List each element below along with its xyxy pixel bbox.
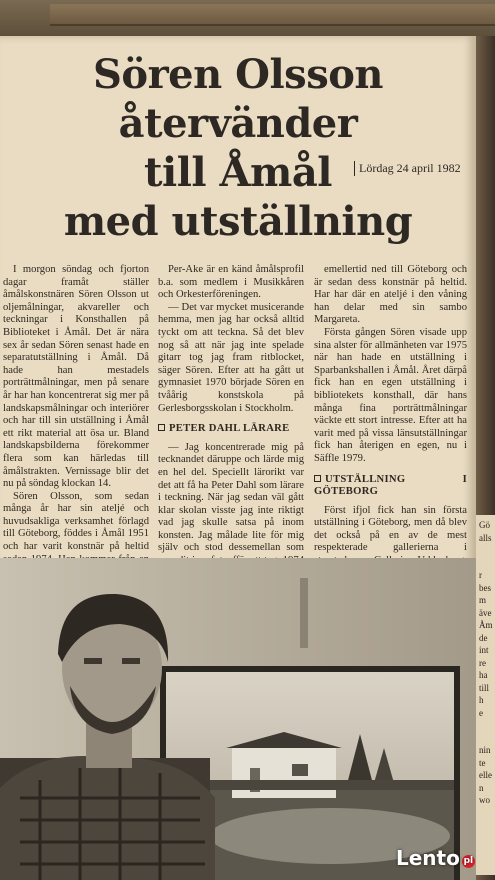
neighbor-text-fragment: r bbox=[479, 570, 482, 580]
neighbor-text-fragment: e bbox=[479, 707, 483, 718]
paragraph: I morgon söndag och fjorton dagar framåt ställer åmålskonstnären Sören Olsson ut oljemålningar, akvareller och teckningar i Konsthallen på Biblioteket i Åmål. Det är nära sex år sedan Sören senast hade en separatutställning i Åmål. Då hade han mestadels porträttmålningar, men på senare år har han koncentrerat sig mer på landskapsmålningar och interiörer och har till sin utställning i Åmål ett rikt material att ösa ur. Bland landskapsbilderna förekommer flera som kan härledas till åmålstrakten. Vernissage blir det nu på söndag klockan 14. bbox=[3, 264, 149, 490]
subheading-peter-dahl bbox=[158, 423, 304, 436]
neighbor-text-fragment: m bbox=[479, 595, 487, 605]
article-photo bbox=[0, 558, 476, 880]
headline-line-1: Sören Olsson bbox=[93, 51, 383, 98]
photo-artist-with-painting bbox=[0, 558, 476, 880]
article-column-2 bbox=[158, 264, 304, 580]
subheading-text: PETER DAHL LÄRARE bbox=[169, 423, 290, 435]
subheading-goteborg bbox=[314, 474, 467, 499]
paragraph: Per-Ake är en känd åmålsprofil b.a. som medlem i Musikkåren och Orkesterföreningen. bbox=[158, 264, 304, 301]
neighbor-text-fragment: wo bbox=[479, 795, 490, 805]
neighbor-clipping-fragment bbox=[476, 515, 495, 875]
square-bullet-icon bbox=[314, 475, 321, 482]
subheading-text: UTSTÄLLNING I GÖTEBORG bbox=[314, 473, 467, 498]
square-bullet-icon bbox=[158, 424, 165, 431]
neighbor-text-fragment: h bbox=[479, 695, 484, 705]
paragraph: — Jag koncentrerade mig på tecknandet däruppe och lärde mig en hel del. Speciellt lärorikt var det att få ha Peter Dahl som lärare i teckning. När jag sedan väl gått klar skolan visste jag inte riktigt vad jag skulle satsa på inom konsten. Jag målade lite för mig själv och stod dessemellan som bbox=[158, 441, 304, 554]
article-column-3 bbox=[314, 264, 467, 593]
headline bbox=[18, 50, 458, 246]
paragraph: Först ifjol fick han sin första utställning i Göteborg, men då blev det också på en av de mest respekterade gallerierna i bbox=[314, 504, 467, 554]
neighbor-text-fragment: bes bbox=[479, 582, 491, 593]
watermark-brand: Lento bbox=[396, 846, 460, 870]
article-column-1 bbox=[3, 264, 149, 579]
neighbor-text-fragment: de bbox=[479, 632, 488, 643]
neighbor-text-fragment: n bbox=[479, 782, 484, 793]
headline-line-4: med utställning bbox=[63, 198, 413, 245]
paragraph: Första gången Sören visade upp sina alster för allmänheten var 1975 när han hade en utställning i Sparbankshallen i Åmål. Året därpå fick han en egen utställning i bibliotekets konsthall, där hans många fina porträttmålningar väckte ett stort intresse. Efter att ha varit med på vissa länsutställningar fick han återigen en egen, nu i Säffle 1979. bbox=[314, 326, 467, 464]
neighbor-text-fragment: te bbox=[479, 757, 486, 768]
neighbor-text-fragment: Åm bbox=[479, 620, 493, 630]
neighbor-text-fragment bbox=[479, 557, 495, 570]
dateline: Lördag 24 april 1982 bbox=[354, 161, 461, 176]
neighbor-text-fragment: äve bbox=[479, 607, 492, 618]
frame-strip bbox=[50, 4, 495, 26]
neighbor-text-fragment: nin bbox=[479, 745, 491, 755]
neighbor-text-fragment: re bbox=[479, 657, 486, 668]
paragraph: emellertid ned till Göteborg och är sedan dess konstnär på heltid. Har har där en ateljé i den våning han delar med sin sambo Margareta. bbox=[314, 264, 467, 326]
paragraph: — Det var mycket musicerande hemma, men jag har också alltid tyckt om att teckna. Så det blev nog så att när jag inte spelade gitarr tog jag fram ritblocket, säger Sören. Efter att ha gått ut gymnasiet 1970 började Sören en tvåårig konstskola på Gerlesborgsskolan i Stockholm. bbox=[158, 301, 304, 414]
neighbor-text-fragment: alls bbox=[479, 532, 492, 543]
neighbor-text-fragment bbox=[479, 732, 495, 745]
newspaper-clipping bbox=[0, 36, 476, 880]
lento-watermark bbox=[396, 846, 475, 870]
neighbor-text-fragment: till bbox=[479, 682, 490, 693]
neighbor-text-fragment: ha bbox=[479, 670, 488, 680]
neighbor-text-fragment: elle bbox=[479, 770, 492, 780]
neighbor-text-fragment bbox=[479, 544, 495, 557]
neighbor-text-fragment: int bbox=[479, 645, 489, 655]
paragraph: Sören Olsson, som sedan många år har sin ateljé och huvudsakliga verksamhet förlagd till Göteborg, föddes i Åmål 1951 och har varit konstnär på heltid bbox=[3, 490, 149, 553]
headline-line-2: återvänder bbox=[118, 100, 358, 147]
neighbor-text-fragment bbox=[479, 719, 495, 732]
headline-line-3: till Åmål bbox=[144, 149, 332, 196]
watermark-dot-icon: pl bbox=[463, 856, 474, 866]
neighbor-text-fragment: Gö bbox=[479, 520, 490, 530]
